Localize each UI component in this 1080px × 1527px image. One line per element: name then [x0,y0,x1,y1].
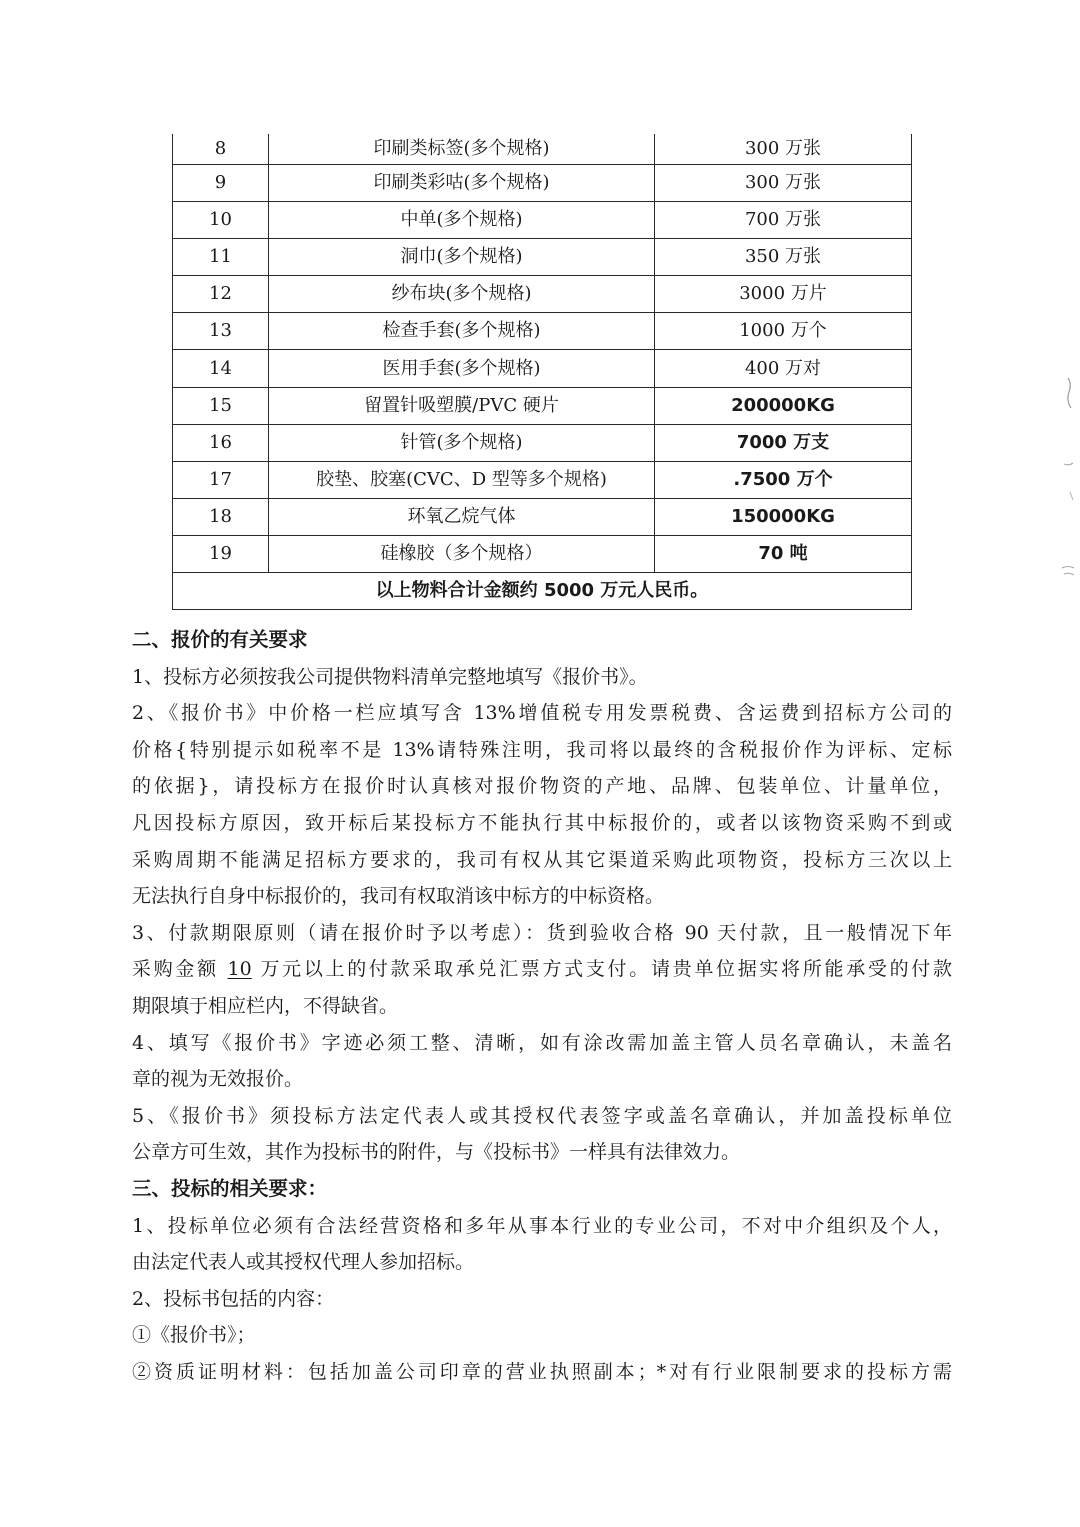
paragraph-line: 1、投标单位必须有合法经营资格和多年从事本行业的专业公司，不对中介组织及个人， [132,1214,952,1237]
item-number: 18 [173,498,269,535]
item-number: 13 [173,313,269,350]
item-number: 19 [173,535,269,572]
paragraph-line: 价格{特别提示如税率不是 13%请特殊注明，我司将以最终的含税报价作为评标、定标 [132,738,952,761]
item-quantity: 3000 万片 [655,276,912,313]
paragraph-line: ②资质证明材料：包括加盖公司印章的营业执照副本；*对有行业限制要求的投标方需 [132,1360,952,1383]
text-span: 采购金额 [132,958,228,981]
item-number: 14 [173,350,269,387]
item-quantity: .7500 万个 [655,461,912,498]
section-heading: 三、投标的相关要求： [132,1176,328,1200]
item-number: 16 [173,424,269,461]
table-row [173,424,912,461]
paragraph-line: 由法定代表人或其授权代理人参加招标。 [132,1251,475,1274]
paragraph-line: 采购周期不能满足招标方要求的，我司有权从其它渠道采购此项物资，投标方三次以上 [132,848,952,871]
item-name: 硅橡胶（多个规格） [269,535,655,572]
table-row [173,350,912,387]
table-row [173,202,912,239]
table-total-row [173,573,912,610]
paragraph-line: 凡因投标方原因，致开标后某投标方不能执行其中标报价的，或者以该物资采购不到或 [132,811,952,834]
item-number: 17 [173,461,269,498]
paragraph-line: 2、投标书包括的内容： [132,1287,335,1310]
item-name: 环氧乙烷气体 [269,498,655,535]
section-heading: 二、报价的有关要求 [132,628,308,651]
item-name: 针管(多个规格) [269,424,655,461]
table-row [173,239,912,276]
item-quantity: 300 万张 [655,134,912,165]
materials-table [172,134,912,610]
paragraph-line [132,951,952,988]
item-quantity: 350 万张 [655,239,912,276]
paragraph-line: 的依据}，请投标方在报价时认真核对报价物资的产地、品牌、包装单位、计量单位， [132,775,952,798]
item-number: 9 [173,165,269,202]
item-quantity: 150000KG [655,498,912,535]
paragraph-line: 1、投标方必须按我公司提供物料清单完整地填写《报价书》。 [132,665,648,688]
item-number: 12 [173,276,269,313]
item-name: 中单(多个规格) [269,202,655,239]
table-row [173,387,912,424]
table-row [173,535,912,572]
item-quantity: 70 吨 [655,535,912,572]
item-quantity: 7000 万支 [655,424,912,461]
item-name: 纱布块(多个规格) [269,276,655,313]
item-quantity: 300 万张 [655,165,912,202]
total-amount: 以上物料合计金额约 5000 万元人民币。 [173,573,912,610]
table-row [173,498,912,535]
item-quantity: 1000 万个 [655,313,912,350]
underlined-amount: 10 [227,958,252,981]
paragraph-line: 公章方可生效，其作为投标书的附件，与《投标书》一样具有法律效力。 [132,1141,741,1164]
paragraph-line: 期限填于相应栏内，不得缺省。 [132,994,399,1017]
paragraph-line: ①《报价书》； [132,1324,256,1347]
item-number: 10 [173,202,269,239]
table-row [173,313,912,350]
paragraph-line: 4、填写《报价书》字迹必须工整、清晰，如有涂改需加盖主管人员名章确认，未盖名 [132,1031,952,1054]
item-name: 胶垫、胶塞(CVC、D 型等多个规格) [269,461,655,498]
item-name: 印刷类标签(多个规格) [269,134,655,165]
item-number: 15 [173,387,269,424]
table-row [173,165,912,202]
item-quantity: 400 万对 [655,350,912,387]
paragraph-line: 无法执行自身中标报价的，我司有权取消该中标方的中标资格。 [132,885,665,908]
item-number: 8 [173,134,269,165]
item-number: 11 [173,239,269,276]
table-row [173,276,912,313]
paragraph-line: 3、付款期限原则（请在报价时予以考虑）：货到验收合格 90 天付款，且一般情况下年 [132,921,952,944]
item-name: 检查手套(多个规格) [269,313,655,350]
item-quantity: 200000KG [655,387,912,424]
text-span: 万元以上的付款采取承兑汇票方式支付。请贵单位据实将所能承受的付款 [251,958,952,981]
paragraph-line: 2、《报价书》中价格一栏应填写含 13%增值税专用发票税费、含运费到招标方公司的 [132,702,952,725]
item-quantity: 700 万张 [655,202,912,239]
item-name: 印刷类彩咕(多个规格) [269,165,655,202]
item-name: 医用手套(多个规格) [269,350,655,387]
paragraph-line: 5、《报价书》须投标方法定代表人或其授权代表签字或盖名章确认，并加盖投标单位 [132,1104,952,1127]
item-name: 留置针吸塑膜/PVC 硬片 [269,387,655,424]
table-row [173,461,912,498]
table-row [173,134,912,165]
paragraph-line: 章的视为无效报价。 [132,1068,304,1091]
scan-edge-marks [1040,360,1080,600]
item-name: 洞巾(多个规格) [269,239,655,276]
body-text [132,622,952,1390]
